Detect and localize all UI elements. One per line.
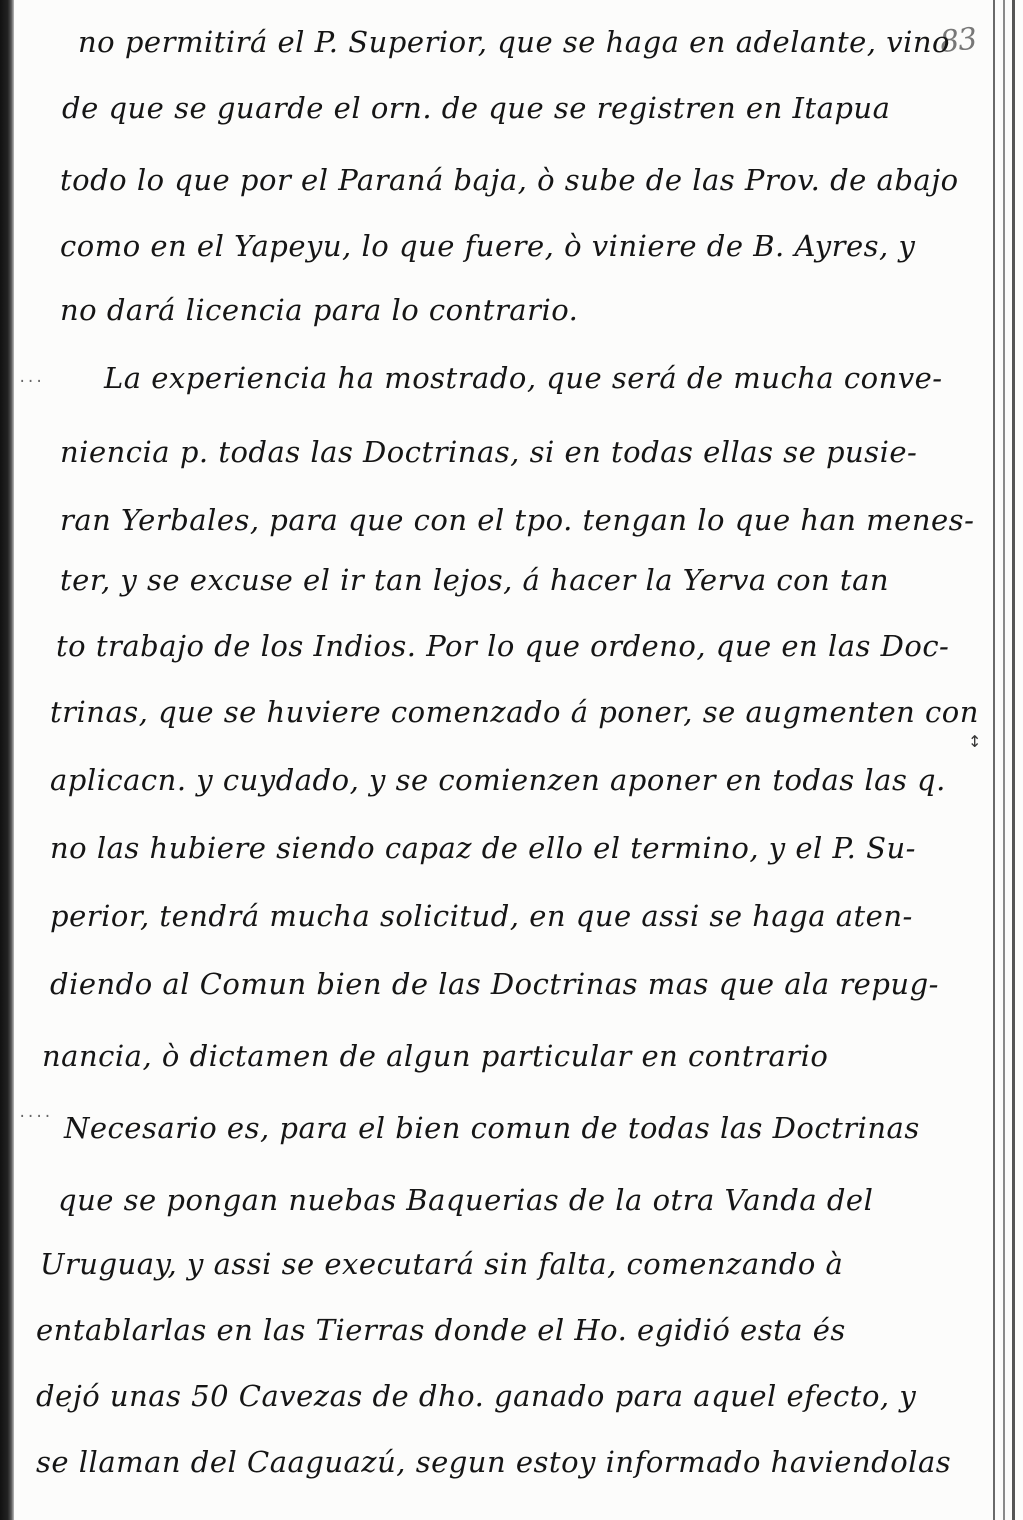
- manuscript-line: como en el Yapeyu, lo que fuere, ò viniere de B. Ayres, y: [60, 229, 916, 263]
- manuscript-line: Uruguay, y assi se executará sin falta, comenzando à: [40, 1247, 844, 1281]
- manuscript-line: ran Yerbales, para que con el tpo. tengan lo que han menes-: [60, 503, 975, 537]
- manuscript-line: to trabajo de los Indios. Por lo que ordeno, que en las Doc-: [56, 629, 950, 663]
- page-edge-line: [1003, 0, 1005, 1520]
- manuscript-line: de que se guarde el orn. de que se registren en Itapua: [62, 91, 891, 125]
- manuscript-line: no dará licencia para lo contrario.: [60, 293, 579, 327]
- right-margin-mark: ↕: [968, 732, 982, 751]
- manuscript-line: dejó unas 50 Cavezas de dho. ganado para aquel efecto, y: [36, 1379, 917, 1413]
- margin-mark: ....: [18, 1105, 52, 1121]
- manuscript-line: todo lo que por el Paraná baja, ò sube de las Prov. de abajo: [60, 163, 959, 197]
- manuscript-line: entablarlas en las Tierras donde el Ho. egidió esta és: [36, 1313, 846, 1347]
- manuscript-line: trinas, que se huviere comenzado á poner, se augmenten con: [50, 695, 979, 729]
- manuscript-line: diendo al Comun bien de las Doctrinas mas que ala repug-: [50, 967, 939, 1001]
- margin-mark: ...: [18, 370, 44, 386]
- manuscript-line: que se pongan nuebas Baquerias de la otra Vanda del: [58, 1183, 874, 1217]
- page-edge-line: [1012, 0, 1015, 1520]
- manuscript-line: no las hubiere siendo capaz de ello el termino, y el P. Su-: [50, 831, 916, 865]
- page-edge-line: [993, 0, 995, 1520]
- manuscript-line: La experiencia ha mostrado, que será de mucha conve-: [104, 361, 943, 395]
- manuscript-line: Necesario es, para el bien comun de todas las Doctrinas: [64, 1111, 920, 1145]
- folio-number: 83: [938, 21, 978, 61]
- manuscript-line: perior, tendrá mucha solicitud, en que assi se haga aten-: [50, 899, 913, 933]
- binding-edge: [0, 0, 14, 1520]
- manuscript-line: niencia p. todas las Doctrinas, si en todas ellas se pusie-: [60, 435, 918, 469]
- manuscript-line: aplicacn. y cuydado, y se comienzen aponer en todas las q.: [50, 763, 946, 797]
- manuscript-line: nancia, ò dictamen de algun particular en contrario: [42, 1039, 829, 1073]
- manuscript-line: ter, y se excuse el ir tan lejos, á hacer la Yerva con tan: [60, 563, 890, 597]
- manuscript-line: se llaman del Caaguazú, segun estoy informado haviendolas: [36, 1445, 952, 1479]
- manuscript-line: no permitirá el P. Superior, que se haga en adelante, vino: [78, 25, 951, 59]
